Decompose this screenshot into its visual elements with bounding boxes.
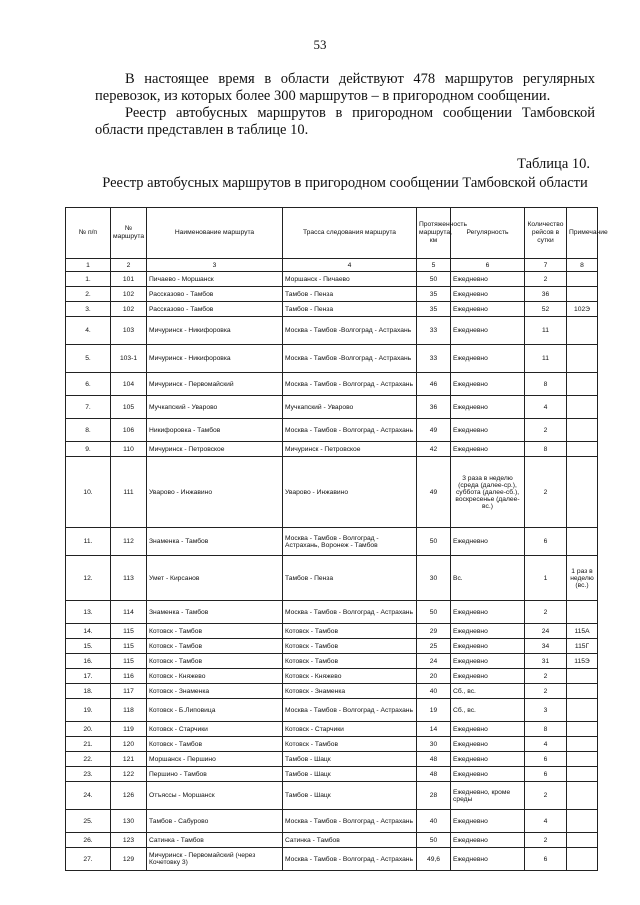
route-regularity: Ежедневно	[451, 528, 525, 556]
route-regularity: Ежедневно	[451, 287, 525, 302]
row-number: 4.	[66, 317, 111, 345]
route-regularity: Ежедневно	[451, 317, 525, 345]
route-note	[567, 528, 598, 556]
route-path: Котовск - Тамбов	[283, 639, 417, 654]
route-number: 117	[111, 684, 147, 699]
route-number: 113	[111, 556, 147, 601]
row-number: 11.	[66, 528, 111, 556]
table-row	[66, 601, 598, 624]
row-number: 1.	[66, 272, 111, 287]
route-name: Котовск - Тамбов	[147, 654, 283, 669]
route-length: 50	[417, 528, 451, 556]
route-note: 1 раз в неделю (вс.)	[567, 556, 598, 601]
route-path: Тамбов - Пенза	[283, 556, 417, 601]
route-note	[567, 396, 598, 419]
route-name: Пичаево - Моршанск	[147, 272, 283, 287]
table-row	[66, 345, 598, 373]
row-number: 8.	[66, 419, 111, 442]
route-note: 115Э	[567, 654, 598, 669]
route-regularity: Ежедневно	[451, 833, 525, 848]
route-note	[567, 457, 598, 528]
route-name: Никифоровка - Тамбов	[147, 419, 283, 442]
route-path: Москва - Тамбов - Волгоград - Астрахань	[283, 373, 417, 396]
table-row	[66, 848, 598, 871]
route-length: 19	[417, 699, 451, 722]
route-length: 35	[417, 302, 451, 317]
trips-per-day: 2	[525, 782, 567, 810]
trips-per-day: 24	[525, 624, 567, 639]
header-regularity: Регулярность	[451, 208, 525, 259]
route-path: Тамбов - Шацк	[283, 782, 417, 810]
route-name: Мичуринск - Первомайский	[147, 373, 283, 396]
table-row	[66, 639, 598, 654]
route-regularity: Ежедневно	[451, 272, 525, 287]
route-note	[567, 287, 598, 302]
registry-paragraph-text: Реестр автобусных маршрутов в пригородном сообщении Тамбовской области представлен в таблице 10.	[95, 105, 595, 138]
route-length: 50	[417, 601, 451, 624]
route-note	[567, 767, 598, 782]
route-number: 123	[111, 833, 147, 848]
route-name: Мичуринск - Петровское	[147, 442, 283, 457]
route-path: Сатинка - Тамбов	[283, 833, 417, 848]
trips-per-day: 11	[525, 317, 567, 345]
row-number: 20.	[66, 722, 111, 737]
route-path: Москва - Тамбов - Волгоград - Астрахань	[283, 810, 417, 833]
route-regularity: Ежедневно	[451, 669, 525, 684]
route-name: Котовск - Б.Липовица	[147, 699, 283, 722]
table-row	[66, 302, 598, 317]
route-note: 102Э	[567, 302, 598, 317]
route-path: Котовск - Тамбов	[283, 654, 417, 669]
column-number: 2	[111, 259, 147, 272]
route-length: 49	[417, 457, 451, 528]
table-row	[66, 396, 598, 419]
route-number: 115	[111, 624, 147, 639]
route-name: Рассказово - Тамбов	[147, 302, 283, 317]
route-number: 105	[111, 396, 147, 419]
row-number: 3.	[66, 302, 111, 317]
route-note	[567, 317, 598, 345]
row-number: 2.	[66, 287, 111, 302]
route-name: Знаменка - Тамбов	[147, 601, 283, 624]
trips-per-day: 2	[525, 419, 567, 442]
route-regularity: Вс.	[451, 556, 525, 601]
route-path: Тамбов - Шацк	[283, 752, 417, 767]
route-name: Котовск - Тамбов	[147, 639, 283, 654]
route-length: 30	[417, 556, 451, 601]
route-regularity: Ежедневно	[451, 767, 525, 782]
route-regularity: Ежедневно	[451, 396, 525, 419]
table-row	[66, 782, 598, 810]
table-row	[66, 669, 598, 684]
route-length: 50	[417, 833, 451, 848]
route-length: 36	[417, 396, 451, 419]
column-number: 8	[567, 259, 598, 272]
trips-per-day: 11	[525, 345, 567, 373]
route-length: 49,6	[417, 848, 451, 871]
table-row	[66, 457, 598, 528]
route-regularity: Ежедневно	[451, 419, 525, 442]
route-name: Уварово - Инжавино	[147, 457, 283, 528]
route-length: 33	[417, 317, 451, 345]
route-number: 115	[111, 639, 147, 654]
column-number: 3	[147, 259, 283, 272]
route-path: Москва - Тамбов -Волгоград - Астрахань	[283, 317, 417, 345]
route-regularity: Ежедневно	[451, 639, 525, 654]
column-number: 5	[417, 259, 451, 272]
table-row	[66, 287, 598, 302]
row-number: 10.	[66, 457, 111, 528]
route-length: 30	[417, 737, 451, 752]
route-path: Котовск - Тамбов	[283, 624, 417, 639]
page-number: 53	[313, 37, 327, 52]
route-note	[567, 601, 598, 624]
table-row	[66, 528, 598, 556]
table-title: Реестр автобусных маршрутов в пригородном сообщении Тамбовской области	[102, 175, 588, 191]
route-name: Сатинка - Тамбов	[147, 833, 283, 848]
route-path: Котовск - Княжево	[283, 669, 417, 684]
route-regularity: Ежедневно	[451, 810, 525, 833]
row-number: 9.	[66, 442, 111, 457]
trips-per-day: 6	[525, 528, 567, 556]
trips-per-day: 2	[525, 684, 567, 699]
row-number: 14.	[66, 624, 111, 639]
route-name: Першино - Тамбов	[147, 767, 283, 782]
header-route-name: Наименование маршрута	[147, 208, 283, 259]
route-note	[567, 699, 598, 722]
row-number: 21.	[66, 737, 111, 752]
trips-per-day: 6	[525, 767, 567, 782]
column-number: 4	[283, 259, 417, 272]
route-note: 115А	[567, 624, 598, 639]
table-row	[66, 556, 598, 601]
trips-per-day: 34	[525, 639, 567, 654]
table-row	[66, 810, 598, 833]
route-regularity: Ежедневно	[451, 345, 525, 373]
route-note	[567, 737, 598, 752]
row-number: 25.	[66, 810, 111, 833]
route-regularity: Ежедневно, кроме среды	[451, 782, 525, 810]
route-note	[567, 345, 598, 373]
route-name: Тамбов - Сабурово	[147, 810, 283, 833]
trips-per-day: 4	[525, 810, 567, 833]
trips-per-day: 1	[525, 556, 567, 601]
row-number: 26.	[66, 833, 111, 848]
intro-paragraph	[95, 71, 595, 105]
route-path: Москва - Тамбов - Волгоград - Астрахань	[283, 419, 417, 442]
route-name: Мичуринск - Никифоровка	[147, 317, 283, 345]
route-name: Котовск - Старчики	[147, 722, 283, 737]
route-name: Отъяссы - Моршанск	[147, 782, 283, 810]
route-length: 40	[417, 810, 451, 833]
route-regularity: Сб., вс.	[451, 684, 525, 699]
route-regularity: Ежедневно	[451, 848, 525, 871]
route-path: Мичуринск - Петровское	[283, 442, 417, 457]
column-number-row	[66, 259, 598, 272]
table-row	[66, 737, 598, 752]
route-regularity: Ежедневно	[451, 302, 525, 317]
row-number: 5.	[66, 345, 111, 373]
trips-per-day: 3	[525, 699, 567, 722]
route-number: 115	[111, 654, 147, 669]
table-row	[66, 752, 598, 767]
route-regularity: Ежедневно	[451, 442, 525, 457]
trips-per-day: 2	[525, 669, 567, 684]
route-number: 101	[111, 272, 147, 287]
table-row	[66, 833, 598, 848]
route-length: 33	[417, 345, 451, 373]
trips-per-day: 6	[525, 752, 567, 767]
table-row	[66, 654, 598, 669]
route-number: 118	[111, 699, 147, 722]
row-number: 27.	[66, 848, 111, 871]
trips-per-day: 4	[525, 396, 567, 419]
table-row	[66, 684, 598, 699]
trips-per-day: 8	[525, 442, 567, 457]
route-path: Москва - Тамбов - Волгоград - Астрахань, Воронеж - Тамбов	[283, 528, 417, 556]
intro-paragraph-text: В настоящее время в области действуют 478 маршрутов регулярных перевозок, из которых более 300 маршрутов – в пригородном сообщении.	[95, 71, 595, 104]
route-number: 122	[111, 767, 147, 782]
table-label: Таблица 10.	[517, 156, 590, 172]
row-number: 23.	[66, 767, 111, 782]
route-number: 104	[111, 373, 147, 396]
route-path: Мучкапский - Уварово	[283, 396, 417, 419]
trips-per-day: 8	[525, 373, 567, 396]
table-row	[66, 722, 598, 737]
table-row	[66, 624, 598, 639]
row-number: 12.	[66, 556, 111, 601]
trips-per-day: 31	[525, 654, 567, 669]
route-name: Котовск - Тамбов	[147, 737, 283, 752]
route-number: 103	[111, 317, 147, 345]
route-path: Москва - Тамбов - Волгоград - Астрахань	[283, 848, 417, 871]
row-number: 15.	[66, 639, 111, 654]
table-header-row	[66, 208, 598, 259]
route-number: 119	[111, 722, 147, 737]
route-number: 103-1	[111, 345, 147, 373]
route-regularity: Ежедневно	[451, 752, 525, 767]
route-regularity: Ежедневно	[451, 601, 525, 624]
trips-per-day: 36	[525, 287, 567, 302]
route-number: 102	[111, 287, 147, 302]
route-name: Мучкапский - Уварово	[147, 396, 283, 419]
row-number: 17.	[66, 669, 111, 684]
trips-per-day: 2	[525, 601, 567, 624]
route-name: Рассказово - Тамбов	[147, 287, 283, 302]
route-number: 130	[111, 810, 147, 833]
column-number: 7	[525, 259, 567, 272]
routes-table-body	[66, 272, 598, 871]
route-regularity: Ежедневно	[451, 373, 525, 396]
route-name: Котовск - Княжево	[147, 669, 283, 684]
header-route-number: № маршрута	[111, 208, 147, 259]
route-path: Москва - Тамбов - Волгоград - Астрахань	[283, 601, 417, 624]
route-length: 29	[417, 624, 451, 639]
route-note: 115Г	[567, 639, 598, 654]
trips-per-day: 2	[525, 272, 567, 287]
route-name: Котовск - Знаменка	[147, 684, 283, 699]
route-path: Котовск - Тамбов	[283, 737, 417, 752]
route-number: 129	[111, 848, 147, 871]
route-path: Тамбов - Пенза	[283, 287, 417, 302]
route-note	[567, 669, 598, 684]
row-number: 22.	[66, 752, 111, 767]
row-number: 6.	[66, 373, 111, 396]
route-length: 14	[417, 722, 451, 737]
route-length: 42	[417, 442, 451, 457]
route-regularity: Ежедневно	[451, 737, 525, 752]
route-name: Моршанск - Першино	[147, 752, 283, 767]
trips-per-day: 2	[525, 457, 567, 528]
route-path: Тамбов - Пенза	[283, 302, 417, 317]
route-name: Умет - Кирсанов	[147, 556, 283, 601]
route-name: Котовск - Тамбов	[147, 624, 283, 639]
route-length: 46	[417, 373, 451, 396]
route-length: 50	[417, 272, 451, 287]
trips-per-day: 2	[525, 833, 567, 848]
route-number: 102	[111, 302, 147, 317]
row-number: 19.	[66, 699, 111, 722]
trips-per-day: 6	[525, 848, 567, 871]
column-number: 6	[451, 259, 525, 272]
route-path: Тамбов - Шацк	[283, 767, 417, 782]
table-row	[66, 373, 598, 396]
route-note	[567, 848, 598, 871]
column-number: 1	[66, 259, 111, 272]
route-path: Моршанск - Пичаево	[283, 272, 417, 287]
trips-per-day: 4	[525, 737, 567, 752]
route-regularity: 3 раза в неделю (среда (далее-ср.), суббота (далее-сб.), воскресенье (далее-вс.)	[451, 457, 525, 528]
trips-per-day: 8	[525, 722, 567, 737]
table-row	[66, 699, 598, 722]
header-trips: Количество рейсов в сутки	[525, 208, 567, 259]
route-regularity: Ежедневно	[451, 624, 525, 639]
table-row	[66, 419, 598, 442]
route-number: 116	[111, 669, 147, 684]
row-number: 7.	[66, 396, 111, 419]
route-regularity: Сб., вс.	[451, 699, 525, 722]
route-name: Мичуринск - Никифоровка	[147, 345, 283, 373]
table-row	[66, 272, 598, 287]
header-note: Примечание	[567, 208, 598, 259]
route-path: Котовск - Старчики	[283, 722, 417, 737]
route-length: 48	[417, 752, 451, 767]
row-number: 16.	[66, 654, 111, 669]
route-path: Уварово - Инжавино	[283, 457, 417, 528]
route-note	[567, 833, 598, 848]
route-note	[567, 272, 598, 287]
route-length: 48	[417, 767, 451, 782]
route-length: 49	[417, 419, 451, 442]
header-length: Протяженность маршрута, км	[417, 208, 451, 259]
route-path: Котовск - Знаменка	[283, 684, 417, 699]
table-row	[66, 767, 598, 782]
header-num: № п/п	[66, 208, 111, 259]
route-note	[567, 752, 598, 767]
route-note	[567, 419, 598, 442]
route-name: Знаменка - Тамбов	[147, 528, 283, 556]
route-regularity: Ежедневно	[451, 654, 525, 669]
route-note	[567, 442, 598, 457]
route-path: Москва - Тамбов - Волгоград - Астрахань	[283, 699, 417, 722]
row-number: 24.	[66, 782, 111, 810]
route-note	[567, 684, 598, 699]
row-number: 18.	[66, 684, 111, 699]
route-note	[567, 722, 598, 737]
trips-per-day: 52	[525, 302, 567, 317]
route-number: 120	[111, 737, 147, 752]
route-regularity: Ежедневно	[451, 722, 525, 737]
table-row	[66, 317, 598, 345]
route-length: 20	[417, 669, 451, 684]
route-number: 121	[111, 752, 147, 767]
route-number: 114	[111, 601, 147, 624]
route-length: 24	[417, 654, 451, 669]
route-number: 126	[111, 782, 147, 810]
route-note	[567, 810, 598, 833]
routes-table	[65, 207, 608, 871]
registry-paragraph	[95, 105, 595, 139]
route-length: 25	[417, 639, 451, 654]
route-length: 28	[417, 782, 451, 810]
route-note	[567, 373, 598, 396]
route-number: 106	[111, 419, 147, 442]
route-number: 111	[111, 457, 147, 528]
route-name: Мичуринск - Первомайский (через Кочетовку 3)	[147, 848, 283, 871]
table-row	[66, 442, 598, 457]
route-number: 110	[111, 442, 147, 457]
row-number: 13.	[66, 601, 111, 624]
route-length: 40	[417, 684, 451, 699]
route-number: 112	[111, 528, 147, 556]
route-length: 35	[417, 287, 451, 302]
header-route-path: Трасса следования маршрута	[283, 208, 417, 259]
route-note	[567, 782, 598, 810]
route-path: Москва - Тамбов -Волгоград - Астрахань	[283, 345, 417, 373]
